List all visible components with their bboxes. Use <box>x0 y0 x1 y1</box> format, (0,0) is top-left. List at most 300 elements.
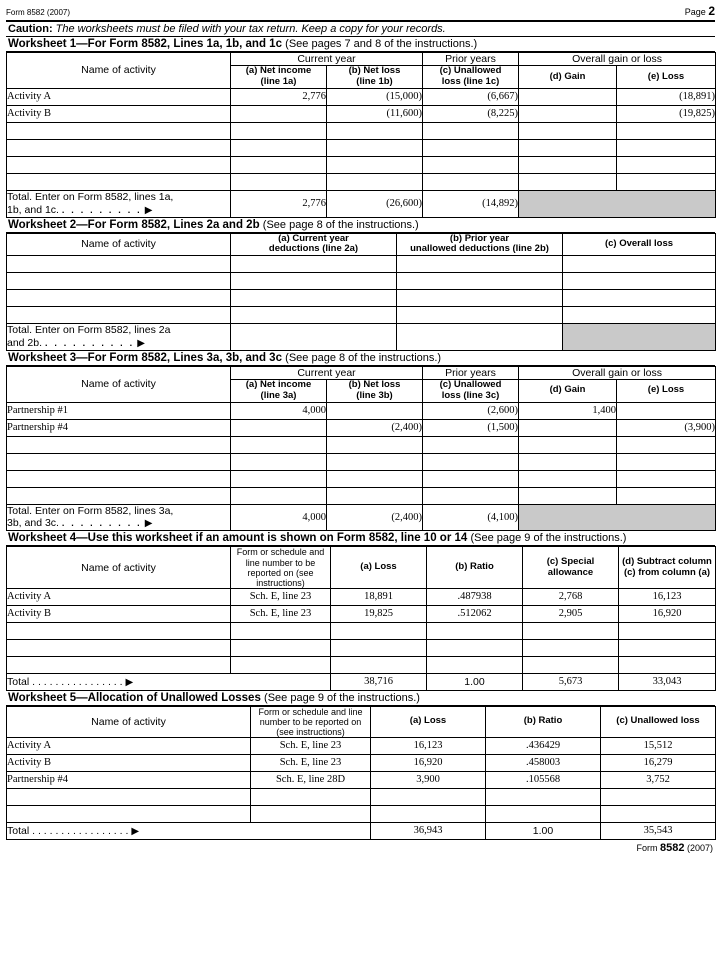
w2-r1-a[interactable] <box>231 273 397 290</box>
w4-r1-a[interactable]: 19,825 <box>331 605 427 622</box>
w1-h-a-l1: (a) Net income <box>245 65 312 77</box>
w2-r0-name[interactable] <box>7 256 231 273</box>
worksheet5-header-row <box>7 706 716 737</box>
w3-h-overall: Overall gain or loss <box>519 366 716 379</box>
table-row[interactable] <box>7 307 716 324</box>
worksheet3-table <box>6 366 716 532</box>
w3-r3-a[interactable] <box>231 453 327 470</box>
worksheet3-title <box>6 351 715 366</box>
w3-h-a <box>231 380 327 403</box>
table-row[interactable] <box>7 273 716 290</box>
w4-r1-c[interactable]: 2,905 <box>523 605 619 622</box>
table-row[interactable] <box>7 805 716 822</box>
w1-r5-c[interactable] <box>423 173 519 190</box>
w5-r3-name[interactable] <box>7 788 251 805</box>
w1-r4-c[interactable] <box>423 156 519 173</box>
w2-r3-b[interactable] <box>397 307 563 324</box>
w2-h-c: (c) Overall loss <box>563 233 716 256</box>
worksheet1-title <box>6 37 715 52</box>
w1-r4-a[interactable] <box>231 156 327 173</box>
footer-form-year: (2007) <box>686 842 713 853</box>
w1-h-current-year: Current year <box>231 53 423 66</box>
w4-r4-c[interactable] <box>523 656 619 673</box>
w3-total-shaded <box>519 504 716 531</box>
form-id: Form 8582 (2007) <box>6 8 71 17</box>
w4-r4-name[interactable] <box>7 656 231 673</box>
footer-form-label: Form <box>636 842 658 853</box>
w3-r4-d[interactable] <box>519 470 617 487</box>
w5-h-form: Form or schedule and line number to be reported on (see instructions) <box>251 706 371 737</box>
w4-r0-b[interactable]: .487938 <box>427 588 523 605</box>
w3-h-a-l1: (a) Net income <box>245 379 312 390</box>
w3-r5-a[interactable] <box>231 487 327 504</box>
table-row[interactable] <box>7 453 716 470</box>
worksheet1-header-row-1 <box>7 53 716 66</box>
w3-r2-c[interactable] <box>423 436 519 453</box>
w5-r3-form[interactable] <box>251 788 371 805</box>
w5-r1-b[interactable]: .458003 <box>486 754 601 771</box>
w1-r2-a[interactable] <box>231 122 327 139</box>
w5-total-c: 35,543 <box>601 822 716 839</box>
caution-text: The worksheets must be filed with your tax return. Keep a copy for your records. <box>55 23 446 35</box>
worksheet4-table <box>6 546 716 690</box>
arrow-icon: ▶ <box>131 825 140 837</box>
w1-r0-e[interactable]: (18,891) <box>617 88 716 105</box>
w5-r2-form[interactable]: Sch. E, line 28D <box>251 771 371 788</box>
w4-r2-b[interactable] <box>427 622 523 639</box>
w2-total-b <box>397 324 563 351</box>
arrow-icon: ▶ <box>137 337 145 349</box>
w1-total-a: 2,776 <box>231 190 327 217</box>
w1-r0-c[interactable]: (6,667) <box>423 88 519 105</box>
w4-r0-c[interactable]: 2,768 <box>523 588 619 605</box>
w3-h-e: (e) Loss <box>617 380 716 403</box>
worksheet4-title-note: (See page 9 of the instructions.) <box>470 532 627 545</box>
worksheet2-table <box>6 233 716 351</box>
w1-total-c: (14,892) <box>423 190 519 217</box>
w3-r2-d[interactable] <box>519 436 617 453</box>
w5-r4-a[interactable] <box>371 805 486 822</box>
worksheet1-total-row <box>7 190 716 217</box>
w5-total-label-text: Total <box>7 824 30 837</box>
worksheet2-header-row <box>7 233 716 256</box>
w4-r1-form[interactable]: Sch. E, line 23 <box>231 605 331 622</box>
worksheet3-total-row <box>7 504 716 531</box>
w1-h-prior-years: Prior years <box>423 53 519 66</box>
w2-r3-a[interactable] <box>231 307 397 324</box>
worksheet5-title-text: Worksheet 5—Allocation of Unallowed Losses <box>8 691 261 704</box>
w4-total-d: 33,043 <box>619 673 716 690</box>
w1-h-c <box>423 66 519 89</box>
w4-total-label <box>7 673 331 690</box>
w1-r3-a[interactable] <box>231 139 327 156</box>
worksheet4-title-text: Worksheet 4—Use this worksheet if an amount is shown on Form 8582, line 10 or 14 <box>8 532 468 545</box>
w4-r2-c[interactable] <box>523 622 619 639</box>
w3-r4-e[interactable] <box>617 470 716 487</box>
w3-h-b <box>327 380 423 403</box>
w3-h-c-l2: loss (line 3c) <box>441 389 500 401</box>
worksheet5-title <box>6 691 715 706</box>
w1-total-shaded <box>519 190 716 217</box>
arrow-icon: ▶ <box>144 518 153 530</box>
w1-r4-name[interactable] <box>7 156 231 173</box>
w1-r0-name[interactable]: Activity A <box>7 88 231 105</box>
w3-r5-b[interactable] <box>327 487 423 504</box>
w2-r0-c[interactable] <box>563 256 716 273</box>
w3-h-b-l1: (b) Net loss <box>348 379 401 390</box>
w2-h-b-l2: unallowed deductions (line 2b) <box>410 243 549 255</box>
w5-h-a: (a) Loss <box>371 706 486 737</box>
w2-h-b-l1: (b) Prior year <box>449 232 510 244</box>
table-row[interactable] <box>7 656 716 673</box>
w3-r5-d[interactable] <box>519 487 617 504</box>
w3-r0-d[interactable]: 1,400 <box>519 402 617 419</box>
w3-r4-c[interactable] <box>423 470 519 487</box>
w2-r3-name[interactable] <box>7 307 231 324</box>
page-footer <box>6 840 715 854</box>
w1-r2-b[interactable] <box>327 122 423 139</box>
w2-total-dots: . . . . . . . . . . <box>44 337 135 348</box>
caution-label: Caution: <box>8 23 53 35</box>
w3-r1-c[interactable]: (1,500) <box>423 419 519 436</box>
w3-r4-a[interactable] <box>231 470 327 487</box>
w5-r4-b[interactable] <box>486 805 601 822</box>
w5-r2-a[interactable]: 3,900 <box>371 771 486 788</box>
w2-total-label-l1: Total. Enter on Form 8582, lines 2a <box>7 324 171 337</box>
w4-r3-form[interactable] <box>231 639 331 656</box>
w3-r0-b[interactable] <box>327 402 423 419</box>
w1-total-label <box>7 190 231 217</box>
w4-r3-b[interactable] <box>427 639 523 656</box>
w2-h-a <box>231 233 397 256</box>
w5-r0-a[interactable]: 16,123 <box>371 737 486 754</box>
w2-h-a-l2: deductions (line 2a) <box>268 243 359 255</box>
table-row[interactable] <box>7 105 716 122</box>
w1-r4-e[interactable] <box>617 156 716 173</box>
w1-r3-e[interactable] <box>617 139 716 156</box>
worksheet3-title-text: Worksheet 3—For Form 8582, Lines 3a, 3b, and 3c <box>8 351 282 364</box>
w4-h-name: Name of activity <box>7 547 231 588</box>
w3-h-current-year: Current year <box>231 366 423 379</box>
w4-r4-b[interactable] <box>427 656 523 673</box>
w1-h-a-l2: (line 1a) <box>260 75 297 87</box>
w1-r2-c[interactable] <box>423 122 519 139</box>
w1-r3-b[interactable] <box>327 139 423 156</box>
w4-r1-name[interactable]: Activity B <box>7 605 231 622</box>
w4-r3-a[interactable] <box>331 639 427 656</box>
w3-r5-name[interactable] <box>7 487 231 504</box>
table-row[interactable] <box>7 622 716 639</box>
w2-total-shaded <box>563 324 716 351</box>
w5-r2-b[interactable]: .105568 <box>486 771 601 788</box>
w2-h-name: Name of activity <box>7 233 231 256</box>
w2-r1-b[interactable] <box>397 273 563 290</box>
w2-h-a-l1: (a) Current year <box>278 232 349 244</box>
w1-r5-b[interactable] <box>327 173 423 190</box>
w2-r1-name[interactable] <box>7 273 231 290</box>
w1-h-b-l1: (b) Net loss <box>348 65 401 77</box>
worksheet4-title <box>6 531 715 546</box>
w1-r2-e[interactable] <box>617 122 716 139</box>
w3-total-dots: . . . . . . . . . <box>61 518 142 529</box>
w4-h-c: (c) Special allowance <box>523 547 619 588</box>
w2-h-b <box>397 233 563 256</box>
w4-r0-name[interactable]: Activity A <box>7 588 231 605</box>
table-row[interactable] <box>7 436 716 453</box>
w5-total-a: 36,943 <box>371 822 486 839</box>
w3-r4-name[interactable] <box>7 470 231 487</box>
w1-total-label-l2: 1b, and 1c. <box>7 203 59 216</box>
w3-r1-name[interactable]: Partnership #4 <box>7 419 231 436</box>
w5-h-name: Name of activity <box>7 706 251 737</box>
w5-total-label <box>7 822 371 839</box>
table-row[interactable] <box>7 419 716 436</box>
w3-r2-e[interactable] <box>617 436 716 453</box>
w4-r2-a[interactable] <box>331 622 427 639</box>
w3-total-label-l2: 3b, and 3c. <box>7 517 59 530</box>
w3-r0-a[interactable]: 4,000 <box>231 402 327 419</box>
w3-total-label <box>7 504 231 531</box>
table-row[interactable] <box>7 639 716 656</box>
w3-r3-name[interactable] <box>7 453 231 470</box>
w1-h-name: Name of activity <box>7 53 231 89</box>
w2-total-label <box>7 324 231 351</box>
worksheet5-title-note: (See page 9 of the instructions.) <box>264 691 420 704</box>
w2-total-a <box>231 324 397 351</box>
w3-r3-e[interactable] <box>617 453 716 470</box>
table-row[interactable] <box>7 139 716 156</box>
w4-r2-d[interactable] <box>619 622 716 639</box>
w1-h-c-l2: loss (line 1c) <box>441 75 500 87</box>
w1-total-b: (26,600) <box>327 190 423 217</box>
w4-r1-d[interactable]: 16,920 <box>619 605 716 622</box>
worksheet4-header-row <box>7 547 716 588</box>
w4-total-dots: . . . . . . . . . . . . . . . . <box>32 675 123 688</box>
w1-h-b <box>327 66 423 89</box>
w3-h-a-l2: (line 3a) <box>260 389 297 401</box>
w5-r1-form[interactable]: Sch. E, line 23 <box>251 754 371 771</box>
table-row[interactable] <box>7 88 716 105</box>
w1-r3-c[interactable] <box>423 139 519 156</box>
table-row[interactable] <box>7 156 716 173</box>
w1-r1-c[interactable]: (8,225) <box>423 105 519 122</box>
w3-r2-b[interactable] <box>327 436 423 453</box>
w1-h-a <box>231 66 327 89</box>
table-row[interactable] <box>7 470 716 487</box>
page-number-block <box>685 4 715 18</box>
w1-r4-d[interactable] <box>519 156 617 173</box>
w4-r4-d[interactable] <box>619 656 716 673</box>
w2-r0-a[interactable] <box>231 256 397 273</box>
arrow-icon: ▶ <box>125 676 134 688</box>
w2-r1-c[interactable] <box>563 273 716 290</box>
w3-r5-c[interactable] <box>423 487 519 504</box>
w4-r1-b[interactable]: .512062 <box>427 605 523 622</box>
w5-r2-name[interactable]: Partnership #4 <box>7 771 251 788</box>
w1-total-label-l1: Total. Enter on Form 8582, lines 1a, <box>7 190 174 203</box>
w1-h-d: (d) Gain <box>519 66 617 89</box>
w3-h-b-l2: (line 3b) <box>356 389 393 401</box>
w5-r3-b[interactable] <box>486 788 601 805</box>
w4-r2-form[interactable] <box>231 622 331 639</box>
w5-total-dots: . . . . . . . . . . . . . . . . . <box>32 824 129 837</box>
w5-r4-form[interactable] <box>251 805 371 822</box>
w1-r1-a[interactable] <box>231 105 327 122</box>
w4-r0-a[interactable]: 18,891 <box>331 588 427 605</box>
w5-total-b: 1.00 <box>486 822 601 839</box>
w1-r2-d[interactable] <box>519 122 617 139</box>
w3-r0-c[interactable]: (2,600) <box>423 402 519 419</box>
w2-r2-c[interactable] <box>563 290 716 307</box>
w4-r0-form[interactable]: Sch. E, line 23 <box>231 588 331 605</box>
w3-h-c-l1: (c) Unallowed <box>439 379 502 390</box>
w3-r2-a[interactable] <box>231 436 327 453</box>
w5-r4-c[interactable] <box>601 805 716 822</box>
w1-r2-name[interactable] <box>7 122 231 139</box>
table-row[interactable] <box>7 771 716 788</box>
table-row[interactable] <box>7 256 716 273</box>
worksheet5-total-row <box>7 822 716 839</box>
worksheet1-title-text: Worksheet 1—For Form 8582, Lines 1a, 1b, and 1c <box>8 38 282 50</box>
w5-r3-c[interactable] <box>601 788 716 805</box>
w1-total-dots: . . . . . . . . . <box>61 204 142 215</box>
w4-h-a: (a) Loss <box>331 547 427 588</box>
worksheet2-title <box>6 218 715 233</box>
w1-r1-name[interactable]: Activity B <box>7 105 231 122</box>
w5-r0-b[interactable]: .436429 <box>486 737 601 754</box>
w3-r1-b[interactable]: (2,400) <box>327 419 423 436</box>
worksheet3-title-note: (See page 8 of the instructions.) <box>285 351 442 364</box>
w5-r0-c[interactable]: 15,512 <box>601 737 716 754</box>
w1-r5-e[interactable] <box>617 173 716 190</box>
table-row[interactable] <box>7 605 716 622</box>
w1-r0-d[interactable] <box>519 88 617 105</box>
w1-h-overall: Overall gain or loss <box>519 53 716 66</box>
w4-r3-c[interactable] <box>523 639 619 656</box>
w3-r1-e[interactable]: (3,900) <box>617 419 716 436</box>
w4-h-form: Form or schedule and line number to be reported on (see instructions) <box>231 547 331 588</box>
w5-r0-name[interactable]: Activity A <box>7 737 251 754</box>
worksheet2-total-row <box>7 324 716 351</box>
w3-total-label-l1: Total. Enter on Form 8582, lines 3a, <box>7 504 174 517</box>
w3-r1-d[interactable] <box>519 419 617 436</box>
w2-r0-b[interactable] <box>397 256 563 273</box>
table-row[interactable] <box>7 788 716 805</box>
w1-r5-a[interactable] <box>231 173 327 190</box>
table-row[interactable] <box>7 737 716 754</box>
w4-h-d: (d) Subtract column (c) from column (a) <box>619 547 716 588</box>
table-row[interactable] <box>7 122 716 139</box>
w1-r0-b[interactable]: (15,000) <box>327 88 423 105</box>
w4-total-b: 1.00 <box>427 673 523 690</box>
w1-h-e: (e) Loss <box>617 66 716 89</box>
table-row[interactable] <box>7 588 716 605</box>
page-header <box>6 4 715 18</box>
w3-r1-a[interactable] <box>231 419 327 436</box>
w4-h-b: (b) Ratio <box>427 547 523 588</box>
footer-form-number: 8582 <box>659 841 685 854</box>
w2-r2-name[interactable] <box>7 290 231 307</box>
w3-r3-c[interactable] <box>423 453 519 470</box>
w2-r3-c[interactable] <box>563 307 716 324</box>
w1-h-c-l1: (c) Unallowed <box>439 65 502 77</box>
worksheet5-table <box>6 706 716 840</box>
worksheet2-title-note: (See page 8 of the instructions.) <box>262 218 419 231</box>
w5-r1-name[interactable]: Activity B <box>7 754 251 771</box>
worksheet4-total-row <box>7 673 716 690</box>
w1-r5-name[interactable] <box>7 173 231 190</box>
w1-r1-b[interactable]: (11,600) <box>327 105 423 122</box>
w3-h-name: Name of activity <box>7 366 231 402</box>
w4-total-label-text: Total <box>7 675 30 688</box>
w1-h-b-l2: (line 1b) <box>356 75 393 87</box>
worksheet2-title-text: Worksheet 2—For Form 8582, Lines 2a and 2b <box>8 218 260 231</box>
w4-r0-d[interactable]: 16,123 <box>619 588 716 605</box>
w5-r0-form[interactable]: Sch. E, line 23 <box>251 737 371 754</box>
w4-r3-name[interactable] <box>7 639 231 656</box>
w2-r2-a[interactable] <box>231 290 397 307</box>
w2-total-label-l2: and 2b. <box>7 336 43 349</box>
worksheet3-header-row-1 <box>7 366 716 379</box>
w3-r0-name[interactable]: Partnership #1 <box>7 402 231 419</box>
w1-r1-d[interactable] <box>519 105 617 122</box>
w4-total-a: 38,716 <box>331 673 427 690</box>
w1-r1-e[interactable]: (19,825) <box>617 105 716 122</box>
w1-r3-d[interactable] <box>519 139 617 156</box>
w5-r1-c[interactable]: 16,279 <box>601 754 716 771</box>
page-label: Page <box>684 7 706 17</box>
w2-r2-b[interactable] <box>397 290 563 307</box>
w3-r4-b[interactable] <box>327 470 423 487</box>
worksheet1-table <box>6 52 716 218</box>
w3-r2-name[interactable] <box>7 436 231 453</box>
w3-r0-e[interactable] <box>617 402 716 419</box>
w4-r3-d[interactable] <box>619 639 716 656</box>
w4-r2-name[interactable] <box>7 622 231 639</box>
caution-bar <box>6 20 715 37</box>
w3-total-c: (4,100) <box>423 504 519 531</box>
w3-h-prior-years: Prior years <box>423 366 519 379</box>
w4-r4-a[interactable] <box>331 656 427 673</box>
table-row[interactable] <box>7 402 716 419</box>
w5-h-b: (b) Ratio <box>486 706 601 737</box>
w3-h-c <box>423 380 519 403</box>
w4-r4-form[interactable] <box>231 656 331 673</box>
w1-r3-name[interactable] <box>7 139 231 156</box>
w3-h-d: (d) Gain <box>519 380 617 403</box>
table-row[interactable] <box>7 754 716 771</box>
w3-r3-d[interactable] <box>519 453 617 470</box>
w3-r3-b[interactable] <box>327 453 423 470</box>
table-row[interactable] <box>7 173 716 190</box>
w1-r4-b[interactable] <box>327 156 423 173</box>
w3-total-a: 4,000 <box>231 504 327 531</box>
w5-r2-c[interactable]: 3,752 <box>601 771 716 788</box>
worksheet1-title-note: (See pages 7 and 8 of the instructions.) <box>285 38 478 50</box>
page-number: 2 <box>708 4 715 18</box>
w5-r3-a[interactable] <box>371 788 486 805</box>
table-row[interactable] <box>7 487 716 504</box>
w4-total-c: 5,673 <box>523 673 619 690</box>
w3-r5-e[interactable] <box>617 487 716 504</box>
table-row[interactable] <box>7 290 716 307</box>
arrow-icon: ▶ <box>144 204 153 216</box>
w5-r4-name[interactable] <box>7 805 251 822</box>
w1-r5-d[interactable] <box>519 173 617 190</box>
w1-r0-a[interactable]: 2,776 <box>231 88 327 105</box>
w5-r1-a[interactable]: 16,920 <box>371 754 486 771</box>
w3-total-b: (2,400) <box>327 504 423 531</box>
